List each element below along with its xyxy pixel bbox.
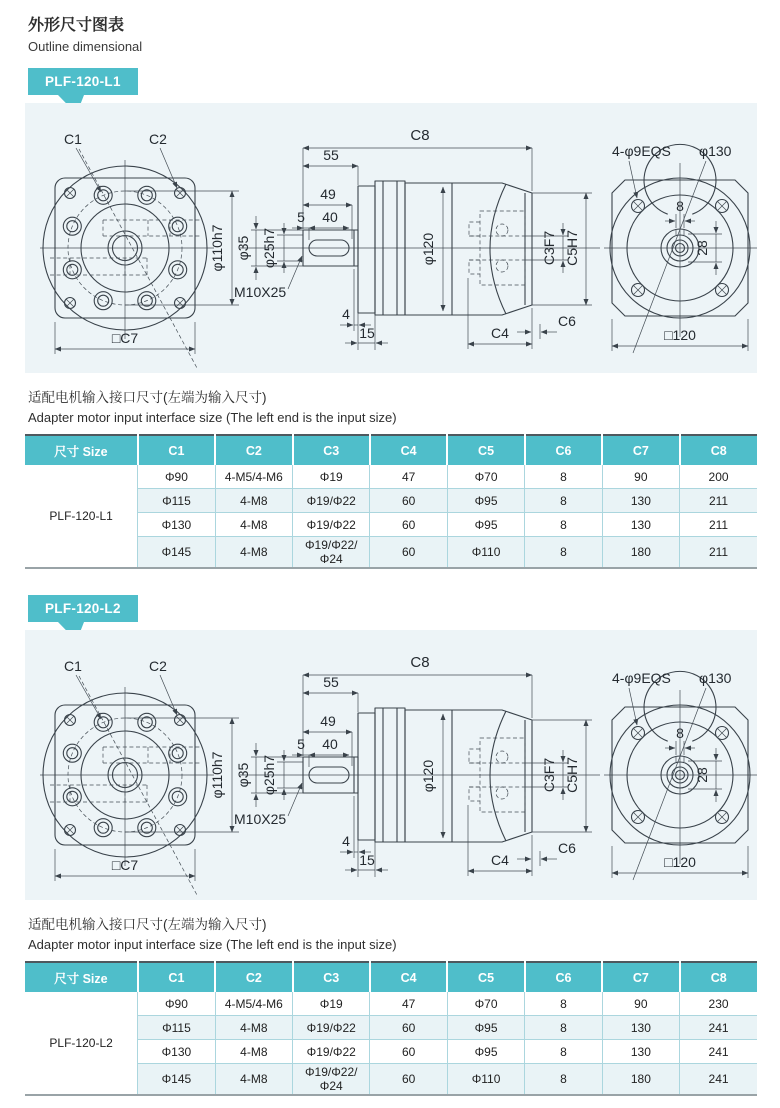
cell: Φ90 xyxy=(138,992,215,1016)
col-header: C7 xyxy=(602,435,679,465)
dim-c2: C2 xyxy=(149,131,167,147)
cell: Φ90 xyxy=(138,465,215,489)
technical-drawing xyxy=(25,630,757,900)
cell: 4-M8 xyxy=(215,1040,292,1064)
cell: Φ19 xyxy=(293,992,370,1016)
cell: Φ110 xyxy=(447,1064,524,1096)
dim-c5h7: C5H7 xyxy=(564,230,580,266)
dim-c3f7: C3F7 xyxy=(541,230,557,266)
cell: Φ95 xyxy=(447,513,524,537)
cell: 8 xyxy=(525,513,602,537)
dim-4: 4 xyxy=(342,833,350,849)
dim-square-c7: □C7 xyxy=(111,857,139,873)
cell: 47 xyxy=(370,465,447,489)
col-header: C6 xyxy=(525,962,602,992)
col-header: C2 xyxy=(215,435,292,465)
dim-55: 55 xyxy=(323,147,339,163)
cell: 4-M8 xyxy=(215,1016,292,1040)
dim-c8: C8 xyxy=(410,127,430,144)
dim-55: 55 xyxy=(323,674,339,690)
cell: 60 xyxy=(370,513,447,537)
model-badge: PLF-120-L1 xyxy=(28,68,138,95)
cell: Φ115 xyxy=(138,1016,215,1040)
dim-pilot-110h7: φ110h7 xyxy=(209,751,225,799)
cell: 130 xyxy=(602,1016,679,1040)
dim-shaft-35: φ35 xyxy=(235,762,251,788)
model-cell: PLF-120-L1 xyxy=(25,465,138,568)
cell: 211 xyxy=(680,537,757,569)
cell: Φ19/Φ22 xyxy=(293,513,370,537)
cell: 230 xyxy=(680,992,757,1016)
page-subtitle: Outline dimensional xyxy=(28,39,143,54)
dim-28: 28 xyxy=(694,767,710,783)
cell: 4-M8 xyxy=(215,1064,292,1096)
dim-28: 28 xyxy=(694,240,710,256)
cell: 130 xyxy=(602,513,679,537)
cell: 60 xyxy=(370,489,447,513)
col-header: C8 xyxy=(680,435,757,465)
col-header: C4 xyxy=(370,962,447,992)
dim-flange-130: φ130 xyxy=(699,670,732,686)
cell: Φ130 xyxy=(138,1040,215,1064)
col-header: C3 xyxy=(293,962,370,992)
cell: Φ19/Φ22/Φ24 xyxy=(293,1064,370,1096)
cell: 200 xyxy=(680,465,757,489)
cell: 4-M8 xyxy=(215,537,292,569)
dim-shaft-35: φ35 xyxy=(235,235,251,261)
cell: 4-M8 xyxy=(215,489,292,513)
dim-square-c7: □C7 xyxy=(111,330,139,346)
dimension-table xyxy=(25,961,757,1096)
dim-body-120: φ120 xyxy=(420,759,436,793)
cell: 47 xyxy=(370,992,447,1016)
cell: Φ19/Φ22 xyxy=(293,1040,370,1064)
dim-40: 40 xyxy=(322,736,338,752)
rear-view xyxy=(604,143,757,353)
note-zh: 适配电机输入接口尺寸(左端为输入尺寸) xyxy=(28,917,267,932)
dim-c1: C1 xyxy=(64,131,82,147)
col-header: C1 xyxy=(138,962,215,992)
dim-4: 4 xyxy=(342,306,350,322)
cell: 60 xyxy=(370,1064,447,1096)
cell: Φ19/Φ22 xyxy=(293,1016,370,1040)
cell: 90 xyxy=(602,465,679,489)
dim-49: 49 xyxy=(320,186,336,202)
dim-15: 15 xyxy=(359,852,375,868)
dim-49: 49 xyxy=(320,713,336,729)
dimension-table xyxy=(25,434,757,569)
page-title: 外形尺寸图表 xyxy=(28,17,125,34)
side-view xyxy=(234,654,600,877)
cell: 130 xyxy=(602,1040,679,1064)
cell: 8 xyxy=(525,489,602,513)
cell: 60 xyxy=(370,537,447,569)
note-en: Adapter motor input interface size (The left end is the input size) xyxy=(28,937,397,952)
cell: Φ70 xyxy=(447,465,524,489)
dim-c4: C4 xyxy=(491,325,509,341)
table-row xyxy=(25,465,757,489)
col-header: C6 xyxy=(525,435,602,465)
model-cell: PLF-120-L2 xyxy=(25,992,138,1095)
col-header: C2 xyxy=(215,962,292,992)
dim-c5h7: C5H7 xyxy=(564,757,580,793)
dim-15: 15 xyxy=(359,325,375,341)
cell: Φ95 xyxy=(447,1040,524,1064)
dim-8: 8 xyxy=(676,198,684,214)
dim-c6: C6 xyxy=(558,840,576,856)
dim-c1: C1 xyxy=(64,658,82,674)
technical-drawing xyxy=(25,103,757,373)
cell: 60 xyxy=(370,1040,447,1064)
dim-5: 5 xyxy=(297,209,305,225)
dim-c6: C6 xyxy=(558,313,576,329)
drawing-panel xyxy=(25,630,757,900)
dim-pilot-110h7: φ110h7 xyxy=(209,224,225,272)
col-header-size: 尺寸 Size xyxy=(25,435,138,465)
cell: Φ19/Φ22/Φ24 xyxy=(293,537,370,569)
cell: Φ145 xyxy=(138,537,215,569)
cell: 241 xyxy=(680,1064,757,1096)
col-header: C3 xyxy=(293,435,370,465)
cell: 8 xyxy=(525,1016,602,1040)
note-en: Adapter motor input interface size (The left end is the input size) xyxy=(28,410,397,425)
col-header-size: 尺寸 Size xyxy=(25,962,138,992)
dim-c8: C8 xyxy=(410,654,430,671)
side-view xyxy=(234,127,600,350)
front-view xyxy=(40,658,239,895)
col-header: C4 xyxy=(370,435,447,465)
rear-view xyxy=(604,670,757,880)
model-badge: PLF-120-L2 xyxy=(28,595,138,622)
section-plf-120-l1 xyxy=(25,68,757,569)
note-zh: 适配电机输入接口尺寸(左端为输入尺寸) xyxy=(28,390,267,405)
dim-thread-m10: M10X25 xyxy=(234,811,287,827)
front-view xyxy=(40,131,239,368)
cell: 211 xyxy=(680,513,757,537)
dim-5: 5 xyxy=(297,736,305,752)
cell: 241 xyxy=(680,1016,757,1040)
dim-square-120: □120 xyxy=(664,327,696,343)
cell: Φ19/Φ22 xyxy=(293,489,370,513)
cell: 4-M5/4-M6 xyxy=(215,465,292,489)
cell: Φ145 xyxy=(138,1064,215,1096)
col-header: C5 xyxy=(447,435,524,465)
cell: 211 xyxy=(680,489,757,513)
dim-body-120: φ120 xyxy=(420,232,436,266)
cell: 90 xyxy=(602,992,679,1016)
cell: Φ70 xyxy=(447,992,524,1016)
cell: Φ110 xyxy=(447,537,524,569)
cell: 60 xyxy=(370,1016,447,1040)
dim-c2: C2 xyxy=(149,658,167,674)
cell: 8 xyxy=(525,992,602,1016)
section-plf-120-l2 xyxy=(25,595,757,1096)
cell: Φ95 xyxy=(447,489,524,513)
cell: Φ19 xyxy=(293,465,370,489)
table-header-row xyxy=(25,962,757,992)
cell: 4-M8 xyxy=(215,513,292,537)
table-row xyxy=(25,992,757,1016)
cell: 4-M5/4-M6 xyxy=(215,992,292,1016)
cell: 130 xyxy=(602,489,679,513)
dim-thread-m10: M10X25 xyxy=(234,284,287,300)
cell: Φ115 xyxy=(138,489,215,513)
dim-corner-holes: 4-φ9EQS xyxy=(612,143,671,159)
cell: 8 xyxy=(525,1064,602,1096)
dim-40: 40 xyxy=(322,209,338,225)
table-header-row xyxy=(25,435,757,465)
cell: 180 xyxy=(602,537,679,569)
dim-corner-holes: 4-φ9EQS xyxy=(612,670,671,686)
dim-square-120: □120 xyxy=(664,854,696,870)
dim-shaft-25h7: φ25h7 xyxy=(261,754,277,796)
col-header: C7 xyxy=(602,962,679,992)
dim-flange-130: φ130 xyxy=(699,143,732,159)
drawing-panel xyxy=(25,103,757,373)
dim-shaft-25h7: φ25h7 xyxy=(261,227,277,269)
cell: Φ130 xyxy=(138,513,215,537)
dim-c4: C4 xyxy=(491,852,509,868)
dim-c3f7: C3F7 xyxy=(541,757,557,793)
col-header: C8 xyxy=(680,962,757,992)
cell: 8 xyxy=(525,465,602,489)
cell: 180 xyxy=(602,1064,679,1096)
cell: Φ95 xyxy=(447,1016,524,1040)
col-header: C1 xyxy=(138,435,215,465)
dim-8: 8 xyxy=(676,725,684,741)
cell: 241 xyxy=(680,1040,757,1064)
cell: 8 xyxy=(525,1040,602,1064)
col-header: C5 xyxy=(447,962,524,992)
cell: 8 xyxy=(525,537,602,569)
